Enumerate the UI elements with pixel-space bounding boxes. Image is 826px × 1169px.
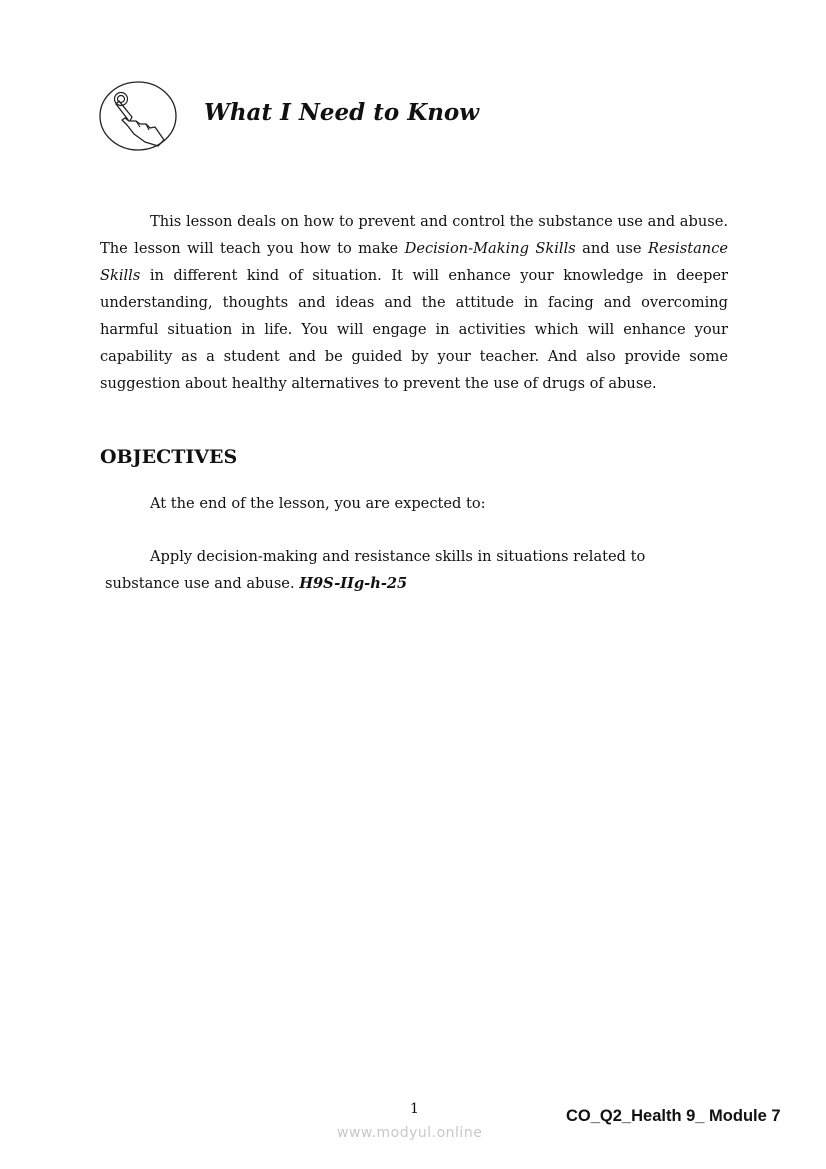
objectives-heading: OBJECTIVES — [100, 446, 238, 468]
resistance-skills-term: Resistance Skills — [100, 239, 728, 284]
intro-paragraph: This lesson deals on how to prevent and control the substance use and abuse. The lesson will teach you how to make Decision-Making Skills and use Resistance Skills in different kind of situation. It will enhance your knowledge in deeper understanding, thoughts and ideas and the attitude in facing and overcoming harmful situation in life. You will engage in activities which will enhance your capability as a student and be guided by your teacher. And also provide some suggestion about healthy alternatives to prevent the use of drugs of abuse. — [100, 212, 728, 392]
section-title: What I Need to Know — [204, 99, 480, 126]
objectives-lead: At the end of the lesson, you are expected to: — [150, 495, 486, 512]
objective-item-line2: substance use and abuse. H9S-IIg-h-25 — [105, 575, 408, 592]
competency-code: H9S-IIg-h-25 — [299, 575, 408, 592]
watermark: www.modyul.online — [337, 1125, 483, 1141]
module-code: CO_Q2_Health 9_ Module 7 — [566, 1107, 781, 1125]
objective-item-line1: Apply decision-making and resistance skills in situations related to — [150, 548, 646, 565]
pointing-hand-icon — [98, 80, 182, 154]
decision-making-term: Decision-Making Skills — [404, 239, 576, 257]
page-number: 1 — [410, 1101, 419, 1117]
